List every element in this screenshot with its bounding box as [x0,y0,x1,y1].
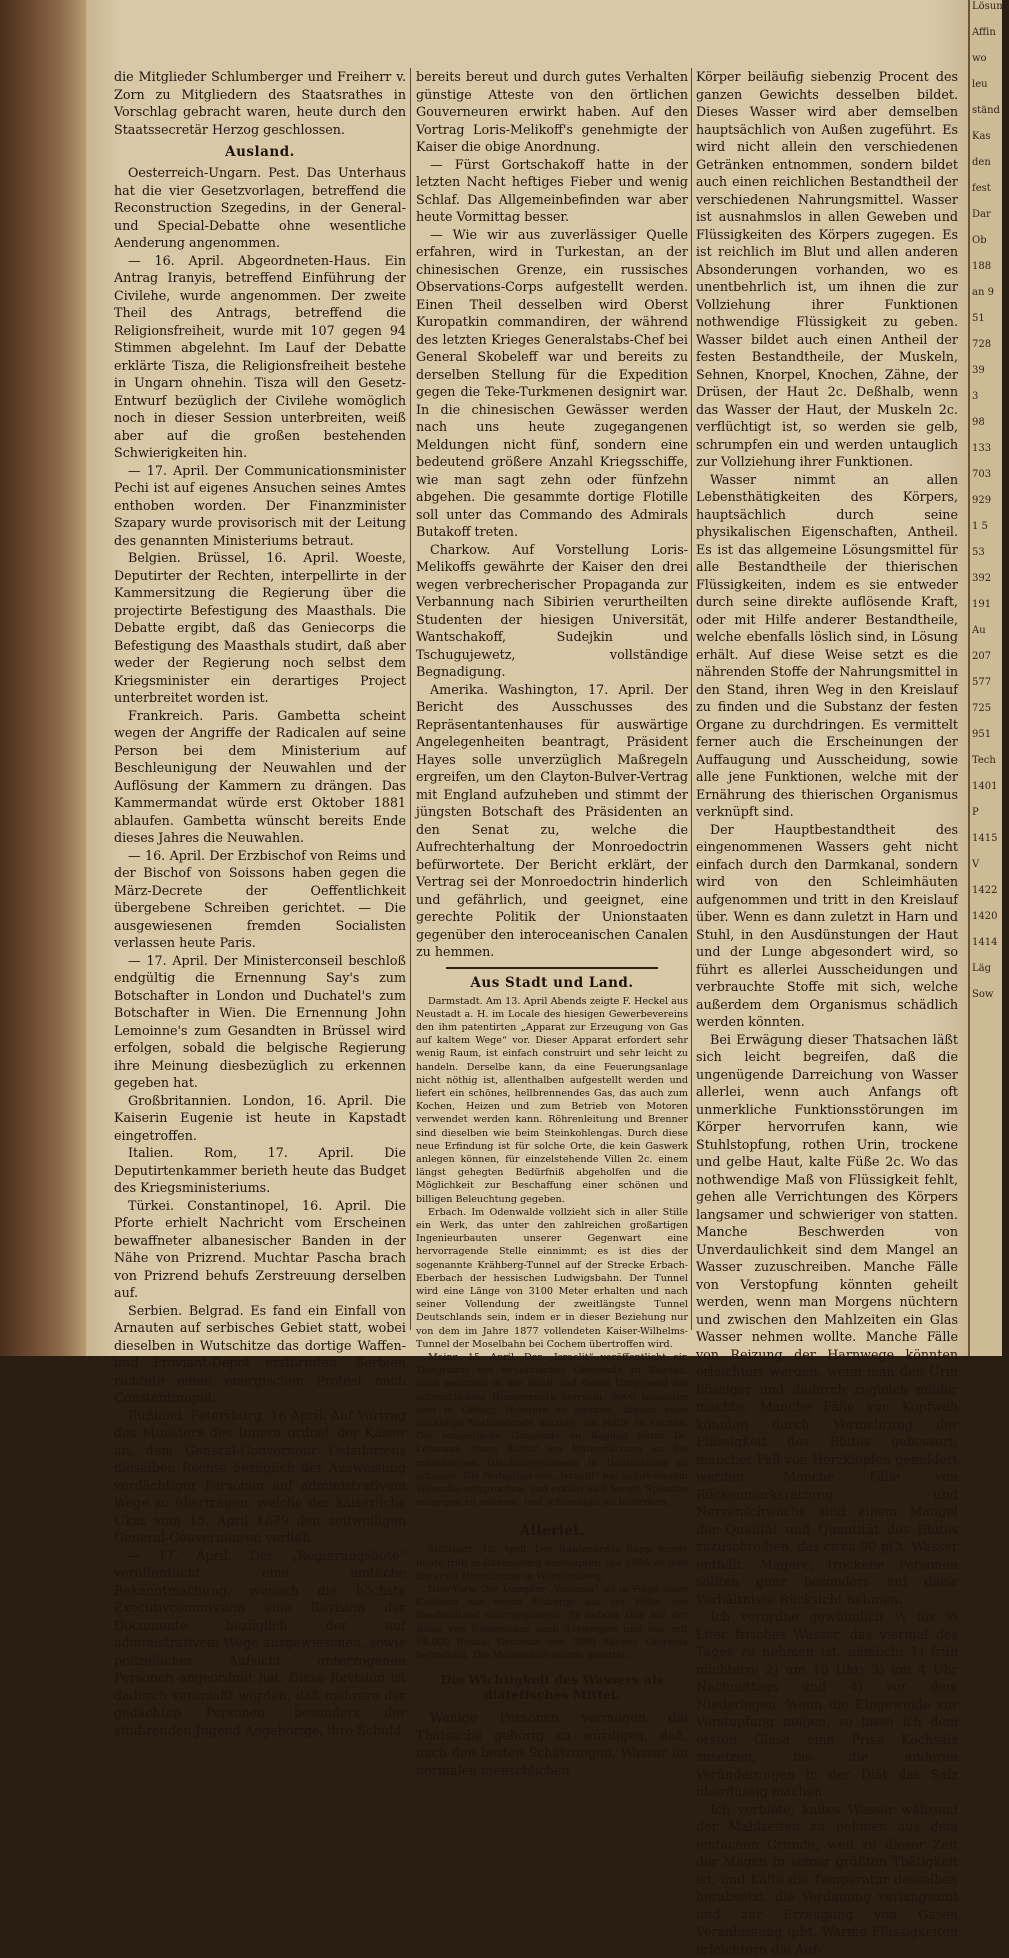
adjacent-page-strip [968,0,1002,1356]
column-rule [410,68,411,1330]
article-paragraph: Oesterreich-Ungarn. Pest. Das Unterhaus hat die vier Gesetzvorlagen, betreffend die Reconstruction Szegedins, in der General- und Special-Debatte ohne wesentliche Aenderung angenommen. [114,164,406,252]
adjacent-page-fragment: 703 [972,468,1002,494]
adjacent-page-fragment: V [972,858,1002,884]
local-news-paragraph: Erbach. Im Odenwalde vollzieht sich in aller Stille ein Werk, das unter den zahlreichen großartigen Ingenieurbauten unserer Gegenwart eine hervorragende Stelle einnimmt; es ist dies der sogenannte Krähberg-Tunnel auf der Strecke Erbach-Eberbach der hessischen Ludwigsbahn. Der Tunnel wird eine Länge von 3100 Meter erhalten und nach seiner Vollendung der zweitlängste Tunnel Deutschlands sein, indem er in dieser Beziehung nur von dem im Jahre 1877 vollendeten Kaiser-Wilhelms-Tunnel der Moselbahn bei Cochem übertroffen wird. [416,1206,688,1351]
adjacent-page-fragment: 392 [972,572,1002,598]
adjacent-page-fragment: 1 5 [972,520,1002,546]
local-news-paragraph: Mainz, 15. April. Der „Israelit“ veröffentlicht ein Telegramm der israelitischen Gemeinde zu Bagdad, nach welchem in der Stadt und deren Umgegend die schrecklichste Hungersnoth herrscht. 9000 Israeliten sind in Gefahr, Hungers zu sterben, täglich eilen unzählige Nothleidende dorthin, um Hülfe zu suchen. Die israelitische Gemeinde zu Bagdad bittet Dr. Lehmann einen Aufruf um Unterstützung an die mildthätigen Glaubensgenossen in Deutschland zu erlassen. Die Redaction des „Israelit“ hat sofort diesem Wunsche entsprochen, und erklärt sich bereit, Spenden entgegen zu nehmen, und schleunigst zu befördern. [416,1351,688,1509]
local-news-paragraph: Darmstadt. Am 13. April Abends zeigte F. Heckel aus Neustadt a. H. im Locale des hiesigen Gewerbevereins den ihm patentirten „Apparat zur Erzeugung von Gas auf kaltem Wege“ vor. Dieser Apparat erfordert sehr wenig Raum, ist einfach construirt und sehr leicht zu handeln. Derselbe kann, da eine Feuerungsanlage nicht nöthig ist, allenthalben aufgestellt werden und liefert ein schönes, hellbrennendes Gas, das auch zum Kochen, Heizen und zum Betrieb von Motoren verwendet werden kann. Röhrenleitung und Brenner sind dieselben wie beim Steinkohlengas. Durch diese neue Erfindung ist für solche Orte, die kein Gaswerk anlegen können, für einzelstehende Villen 2c. einem längst gehegten Bedürfniß abgeholfen und die Möglichkeit zur Beschaffung einer schönen und billigen Beleuchtung gegeben. [416,995,688,1206]
adjacent-page-fragment: 3 [972,390,1002,416]
adjacent-page-fragment: den [972,156,1002,182]
column-2 [416,68,688,1330]
article-paragraph: — 16. April. Abgeordneten-Haus. Ein Antrag Iranyis, betreffend Einführung der Civilehe, wurde angenommen. Der zweite Theil des Antrags, betreffend die Religionsfreiheit, wurde mit 107 gegen 94 Stimmen abgelehnt. Im Lauf der Debatte erklärte Tisza, die Religionsfreiheit bestehe in Ungarn ohnehin. Tisza will den Gesetz-Entwurf bezüglich der Civilehe womöglich noch in dieser Session unterbreiten, weiß aber auf die großen bestehenden Schwierigkeiten hin. [114,252,406,462]
adjacent-page-fragment: 1420 [972,910,1002,936]
adjacent-page-fragment: Sow [972,988,1002,1014]
article-paragraph: Körper beiläufig siebenzig Procent des ganzen Gewichts desselben bildet. Dieses Wasser wird aber demselben hauptsächlich von Außen zugeführt. Es wird nicht allein den verschiedenen Getränken entnommen, sondern bildet auch einen reichlichen Bestandtheil der verschiedenen Nahrungsmittel. Wasser ist ausnahmslos in allen Geweben und Flüssigkeiten des Körpers zugegen. Es ist reichlich im Blut und allen anderen Absonderungen vorhanden, wo es unentbehrlich ist, um ihnen die zur Vollziehung ihrer Funktionen nothwendige Flüssigkeit zu geben. Wasser bildet auch einen Antheil der festen Bestandtheile, der Muskeln, Sehnen, Knorpel, Knochen, Zähne, der Drüsen, der Haut 2c. Deßhalb, wenn das Wasser der Haut, der Muskeln 2c. verflüchtigt ist, so werden sie gelb, schrumpfen ein und werden untauglich zur Vollziehung ihrer Funktionen. [696,68,958,471]
adjacent-page-fragment: Lösung [972,0,1002,26]
article-paragraph: Charkow. Auf Vorstellung Loris-Melikoffs gewährte der Kaiser den drei wegen verbrecherischer Propaganda zur Verbannung nach Sibirien verurtheilten Studenten der hiesigen Universität, Wantschakoff, Sudejkin und Tschugujewetz, vollständige Begnadigung. [416,541,688,681]
article-paragraph: Bei Erwägung dieser Thatsachen läßt sich leicht begreifen, daß die ungenügende Darreichung von Wasser allerlei, wenn auch Anfangs oft unmerkliche Funktionsstörungen im Körper hervorrufen kann, wie Stuhlstopfung, rothen Urin, trockene und gelbe Haut, kalte Füße 2c. Wo das nothwendige Maß von Flüssigkeit fehlt, gehen alle Verrichtungen des Körpers langsamer und schwieriger von statten. Manche Beschwerden von Unverdaulichkeit sind dem Mangel an Wasser zuzuschreiben. Manche Fälle von Verstopfung könnten geheilt werden, wenn man Morgens nüchtern und zwischen den Mahlzeiten ein Glas Wasser nehmen wollte. Manche Fälle von Reizung der Harnwege könnten erleichtert werden, wenn man den Urin flüssiger und dadurch zugleich milder machte. Manche Fälle von Kopfweh könnten durch Vermehrung der Flüssigkeit des Blutes gebessert, mancher Fall von Herzklopfen gemildert werden. Manche Fälle von Rückenmarksreizung und Nervenschwäche sind einem Mangel der Qualität und Quantität des Blutes zuzuschreiben, das circa 90 pCt. Wasser enthält. Magere, trockene Personen sollten ganz besonders auf diese Verhältnisse Rücksicht nehmen. [696,1031,958,1609]
article-paragraph: — 17. April. Der Communicationsminister Pechi ist auf eigenes Ansuchen seines Amtes enthoben worden. Der Finanzminister Szapary wurde provisorisch mit der Leitung des genannten Ministeriums betraut. [114,462,406,550]
column-rule [691,68,692,1330]
adjacent-page-fragment: leu [972,78,1002,104]
adjacent-page-fragment: 728 [972,338,1002,364]
adjacent-page-fragment: 188 [972,260,1002,286]
article-paragraph: Rußland. Petersburg, 16 April. Auf Vortrag des Ministers des Innern ordnet der Kaiser an, dem General-Gouverneur Ostsibiriens dieselben Rechte bezüglich der Ausweisung verdächtiger Personen auf administrativem Wege zu übertragen, welche der kaiserliche Ukas vom 15. April 1879 den zeitweiligen General-Gouverneuren verlieh. [114,1407,406,1547]
adjacent-page-fragment: 929 [972,494,1002,520]
adjacent-page-fragment: 1401 [972,780,1002,806]
adjacent-page-fragment: wo [972,52,1002,78]
article-paragraph: Serbien. Belgrad. Es fand ein Einfall von Arnauten auf serbisches Gebiet statt, wobei dieselben in Wutschitze das dortige Waffen- und Proviant-Depot erstürmten. Serbien richtete einen energischen Protest nach Constantinopel. [114,1302,406,1407]
adjacent-page-fragment: Ob [972,234,1002,260]
book-spine [0,0,86,1356]
column-1 [114,68,406,1330]
article-paragraph: Der Hauptbestandtheit des eingenommenen Wassers geht nicht einfach durch den Darmkanal, sondern wird von den Schleimhäuten aufgenommen und tritt in den Kreislauf über. Wenn es dann zuletzt in Harn und Stuhl, in den Ausdünstungen der Haut und der Lunge abgesondert wird, so führt es allerlei Ausscheidungen und verbrauchte Stoffe mit sich, welche außerdem dem Organismus schädlich werden könnten. [696,821,958,1031]
section-heading-ausland: Ausland. [114,144,406,160]
section-heading-allerlei: Allerlei. [416,1523,688,1539]
article-heading-water: Die Wichtigkeit des Wassers als diätetisches Mittel. [416,1668,688,1705]
article-paragraph: Türkei. Constantinopel, 16. April. Die Pforte erhielt Nachricht vom Erscheinen bewaffneter albanesischer Banden in der Nähe von Prizrend. Muchtar Pascha brach von Prizrend behufs Zerstreuung derselben auf. [114,1197,406,1302]
intro-paragraph: die Mitglieder Schlumberger und Freiherr v. Zorn zu Mitgliedern des Staatsrathes in Vorschlag gebracht waren, heute durch den Staatssecretär Herzog geschlossen. [114,68,406,138]
adjacent-page-fragment: 1414 [972,936,1002,962]
article-paragraph: Frankreich. Paris. Gambetta scheint wegen der Angriffe der Radicalen auf seine Person bei dem Ministerium auf Beschleunigung der Neuwahlen und der Auflösung der Kammern zu drängen. Das Kammermandat würde erst Oktober 1881 ablaufen. Gambetta wünscht bereits Ende dieses Jahres die Neuwahlen. [114,707,406,847]
section-divider [446,967,658,969]
adjacent-page-fragment: Au [972,624,1002,650]
adjacent-page-fragment: Dar [972,208,1002,234]
section-divider [446,1515,658,1517]
article-paragraph: Wenige Personen vermögen die Thatsache gehörig zu würdigen, daß, nach den besten Schätzungen, Wasser im normalen menschlichen [416,1709,688,1779]
column-3 [696,68,958,1330]
article-paragraph: — Fürst Gortschakoff hatte in der letzten Nacht heftiges Fieber und wenig Schlaf. Das Allgemeinbefinden war aber heute Vormittag besser. [416,156,688,226]
adjacent-page-fragment: ständ [972,104,1002,130]
adjacent-page-fragment: 951 [972,728,1002,754]
article-paragraph: Wasser nimmt an allen Lebensthätigkeiten des Körpers, hauptsächlich durch seine physikalischen Eigenschaften, Antheil. Es ist das allgemeine Lösungsmittel für alle Bestandtheile der thierischen Flüssigkeiten, indem es sie entweder durch seine direkte auflösende Kraft, oder mit Hilfe anderer Bestandtheile, welche ebenfalls löslich sind, in Lösung erhält. Auf diese Weise setzt es die nährenden Stoffe der Nahrungsmittel in den Stand, ihren Weg in den Kreislauf zu finden und die Substanz der festen Organe zu durchdringen. Es vermittelt ferner auch die Erscheinungen der Auffaugung und Ausscheidung, sowie alle jene Funktionen, welche mit der Ernährung des thierischen Organismus verknüpft sind. [696,471,958,821]
adjacent-page-fragment: 725 [972,702,1002,728]
adjacent-page-fragment: Läg [972,962,1002,988]
adjacent-page-fragment: 53 [972,546,1002,572]
article-paragraph: Ich verbiete, kaltes Wasser während der Mahlzeiten zu nehmen aus dem einfachen Grunde, weil zu dieser Zeit der Magen in seiner größten Thätigkeit ist, und Kälte die Temperatur desselben herabsetzt, die Verdauung verlangsamt und zur Erzeugung von Gasen Veranlassung gibt. Warme Flüssigkeiten erleichtern die Auf- [696,1801,958,1958]
misc-paragraph: Stuttgart, 15. April. Der Raubmörder Rapp wurde heute früh in Ravensburg enthauptet; seit 1866 ist dies die erste Hinrichtung in Württemberg. [416,1543,688,1583]
adjacent-page-fragment: Tech [972,754,1002,780]
adjacent-page-fragment: 51 [972,312,1002,338]
article-paragraph: — 16. April. Der Erzbischof von Reims und der Bischof von Soissons haben gegen die März-Decrete der Oeffentlichkeit übergebene Schreiben gerichtet. — Die ausgewiesenen fremden Socialisten verlassen heute Paris. [114,847,406,952]
article-paragraph: — Wie wir aus zuverlässiger Quelle erfahren, wird in Turkestan, an der chinesischen Grenze, ein russisches Observations-Corps aufgestellt werden. Einen Theil desselben wird Oberst Kuropatkin commandiren, der während des letzten Krieges Generalstabs-Chef bei General Skobeleff war und bereits zu derselben Stellung für die Expedition gegen die Teke-Turkmenen designirt war. In die chinesischen Gewässer werden nach uns heute zugegangenen Meldungen nicht fünf, sondern eine bedeutend größere Anzahl Kriegsschiffe, wie man sagt zehn oder fünfzehn abgehen. Die gesammte dortige Flotille soll unter das Commando des Admirals Butakoff treten. [416,226,688,541]
adjacent-page-fragment: 207 [972,650,1002,676]
article-paragraph: Italien. Rom, 17. April. Die Deputirtenkammer berieth heute das Budget des Kriegsministeriums. [114,1144,406,1197]
article-paragraph: Ich verordne gewöhnlich ¼ bis ⅓ Liter frisches Wasser, das viermal des Tages zu nehmen ist, nämlich: 1) früh nüchtern; 2) um 10 Uhr; 3) um 4 Uhr Nachmittags und 4) vor dem Niederlegen. Wenn die Eingeweide zur Verstopfung neigen, so lasse ich dem ersten Glase eine Prise Kochsalz zusetzen, bis die anderen Veränderungen in der Diät das Salz überflüssig machen. [696,1608,958,1801]
adjacent-page-fragment: 1415 [972,832,1002,858]
article-paragraph: bereits bereut und durch gutes Verhalten günstige Atteste von den örtlichen Gouverneuren erwirkt haben. Auf den Vortrag Loris-Melikoff's genehmigte der Kaiser die obige Anordnung. [416,68,688,156]
article-paragraph: Amerika. Washington, 17. April. Der Bericht des Ausschusses des Repräsentantenhauses für auswärtige Angelegenheiten beantragt, Präsident Hayes solle unverzüglich Maßregeln ergreifen, um den Clayton-Bulver-Vertrag mit England aufzuheben und stimmt der jüngsten Botschaft des Präsidenten an den Senat zu, welche die Aufrechterhaltung der Monroedoctrin befürwortete. Der Bericht erklärt, der Vertrag sei der Monroedoctrin hinderlich und gefährlich, und geeignet, eine gerechte Politik der Unionstaaten gegenüber den interoceanischen Canalen zu hemmen. [416,681,688,961]
misc-paragraph: New-York. Der Dampfer „Vizcania“ ist in Folge einer Collision mit einem Eisberge auf der Höhe von Neufundland untergegangen. Er befand sich auf der Reise von Neworleans nach Antwerpen und war mit 74,000 Bushel Getreide und 3000 Säcken Getreide befrachtet. Die Mannschaft wurde gerettet. [416,1583,688,1662]
article-paragraph: — 17. April. Der „Regierungsbote“ veröffentlicht eine amtliche Bekanntmachung, wonach die höchste Executivcommission eine Revision der Documente bezüglich der auf administrativem Wege ausgewiesenen, sowie polizeilicher Aufsicht unterzogenen Personen angeordnet hat. Diese Revision ist dadurch veranlaßt worden, daß mehrere der gedachten Personen, besonders der studirenden Jugend Angehörige, ihre Schuld [114,1547,406,1740]
adjacent-page-fragment: 133 [972,442,1002,468]
section-heading-stadt-land: Aus Stadt und Land. [416,975,688,991]
adjacent-page-fragment: an 9 [972,286,1002,312]
adjacent-page-fragment: P [972,806,1002,832]
article-paragraph: — 17. April. Der Ministerconseil beschloß endgültig die Ernennung Say's zum Botschafter in London und Duchatel's zum Botschafter in Wien. Die Ernennung John Lemoinne's zum Gesandten in Brüssel wird erfolgen, sobald die belgische Regierung ihre Meinung diesbezüglich zu erkennen gegeben hat. [114,952,406,1092]
adjacent-page-fragment: 98 [972,416,1002,442]
adjacent-page-fragment: 577 [972,676,1002,702]
adjacent-page-fragment: Kas [972,130,1002,156]
article-paragraph: Großbritannien. London, 16. April. Die Kaiserin Eugenie ist heute in Kapstadt eingetroffen. [114,1092,406,1145]
adjacent-page-fragment: 1422 [972,884,1002,910]
adjacent-page-fragment: fest [972,182,1002,208]
adjacent-page-fragment: 39 [972,364,1002,390]
adjacent-page-fragment: Affin [972,26,1002,52]
article-paragraph: Belgien. Brüssel, 16. April. Woeste, Deputirter der Rechten, interpellirte in der Kammersitzung die Regierung über die projectirte Befestigung des Maasthals. Die Debatte ergibt, daß das Geniecorps die Befestigung des Maasthals studirt, daß aber weder der Regierung noch selbst dem Kriegsminister ein derartiges Project unterbreitet worden ist. [114,549,406,707]
adjacent-page-fragment: 191 [972,598,1002,624]
